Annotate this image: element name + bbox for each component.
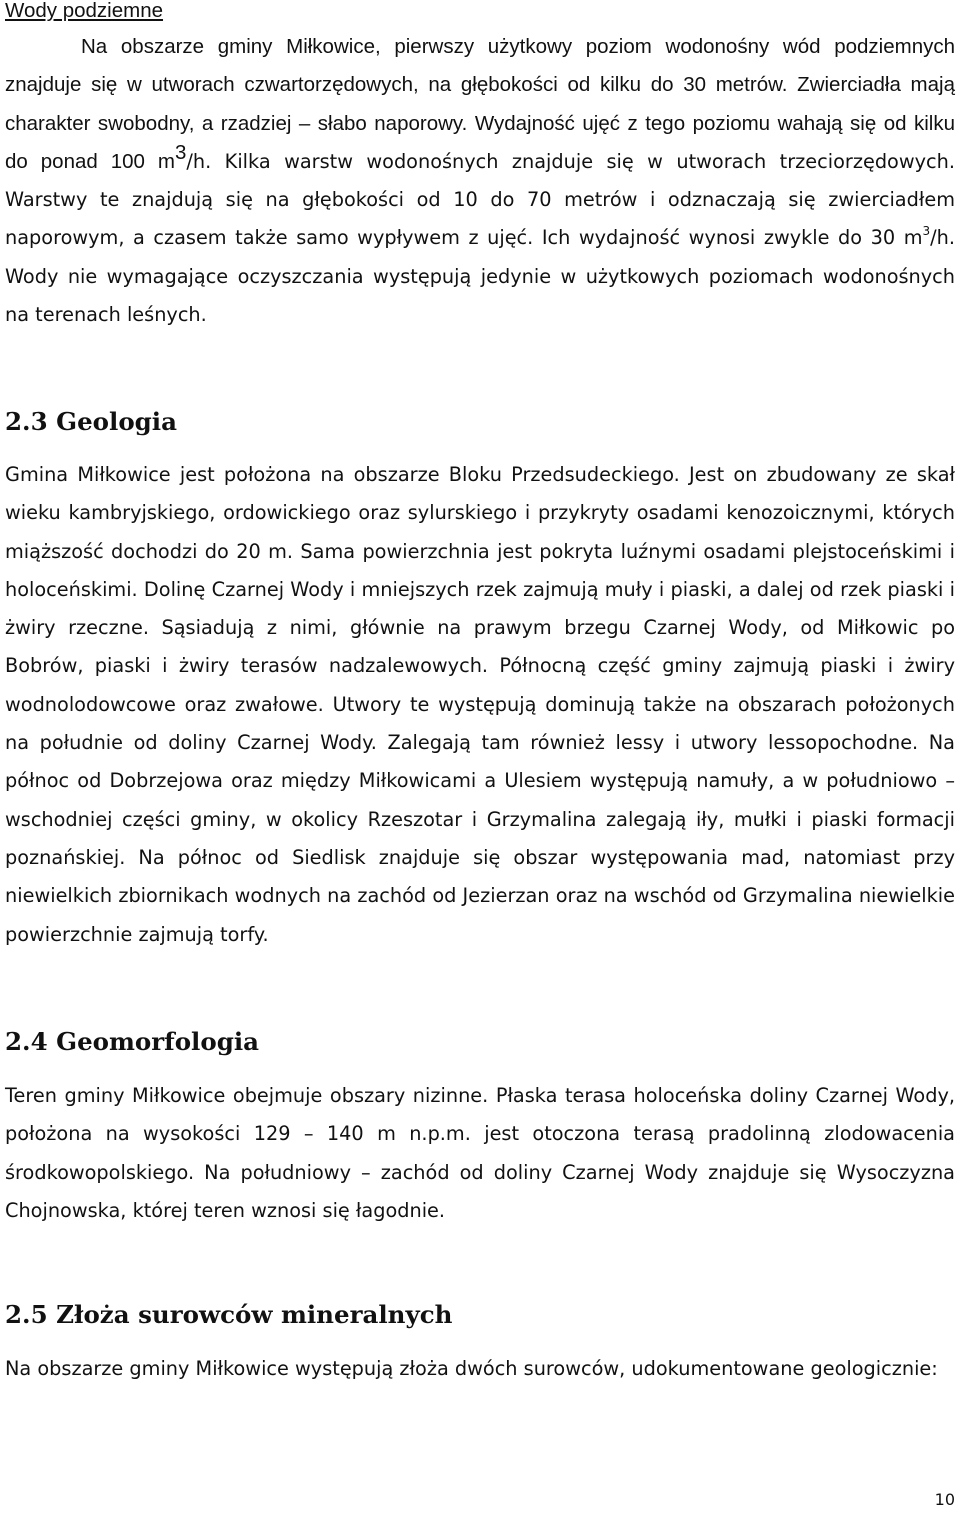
- section-heading-geomorphology: 2.4 Geomorfologia: [5, 1027, 260, 1056]
- page-number: 10: [934, 1490, 955, 1509]
- groundwater-unit-sup2: 3: [922, 224, 931, 239]
- groundwater-text-part2: /h. Kilka warstw wodonośnych znajduje się w utworach trzeciorzędowych.: [186, 149, 955, 173]
- groundwater-text-part3: Warstwy te znajdują się na głębokości od 10 do 70 metrów i odznaczają się zwierciadłem naporowym, a czasem także samo wypływem z ujęć. Ich wydajność wynosi zwykle do 30 m: [5, 188, 955, 250]
- groundwater-text-part1: Na obszarze gminy Miłkowice, pierwszy użytkowy poziom wodonośny wód podziemnych znajduje się w utworach czwartorzędowych, na głębokości od kilku do 30 metrów. Zwierciadła mają charakter swobodny, a rzadziej – słabo naporowy. Wydajność ujęć z tego poziomu wahają się od kilku do ponad 100 m: [5, 35, 955, 173]
- geology-body: [5, 456, 955, 954]
- section-heading-mineral-deposits: 2.5 Złoża surowców mineralnych: [5, 1300, 453, 1329]
- section-geology: [5, 407, 955, 437]
- section-heading-geology: 2.3 Geologia: [5, 407, 177, 436]
- groundwater-text-part4: /h. Wody nie wymagające oczyszczania występują jedynie w użytkowych poziomach wodonośnych na terenach leśnych.: [5, 226, 955, 327]
- mineral-deposits-paragraph: Na obszarze gminy Miłkowice występują złoża dwóch surowców, udokumentowane geologicznie:: [5, 1357, 938, 1380]
- groundwater-unit-sup1: 3: [175, 140, 187, 164]
- geology-paragraph: Gmina Miłkowice jest położona na obszarze Bloku Przedsudeckiego. Jest on zbudowany ze skał wieku kambryjskiego, ordowickiego oraz sylurskiego i przykryty osadami kenozoicznymi, których miąższość dochodzi do 20 m. Sama powierzchnia jest pokryta luźnymi osadami plejstoceńskimi i holoceńskimi. Dolinę Czarnej Wody i mniejszych rzek zajmują muły i piaski, a dalej od rzek piaski i żwiry rzeczne. Sąsiadują z nimi, głównie na prawym brzegu Czarnej Wody, od Miłkowic po Bobrów, piaski i żwiry terasów nadzalewowych. Północną część gminy zajmują piaski i żwiry wodnolodowcowe oraz zwałowe. Utwory te występują dominują także na obszarach położonych na południe od doliny Czarnej Wody. Zalegają tam również lessy i utwory lessopochodne. Na północ od Dobrzejowa oraz między Miłkowicami a Ulesiem występują namuły, a w południowo – wschodniej części gminy, w okolicy Rzeszotar i Grzymalina zalegają iły, mułki i piaski formacji poznańskiej. Na północ od Siedlisk znajduje się obszar występowania mad, natomiast przy niewielkich zbiornikach wodnych na zachód od Jezierzan oraz na wschód od Grzymalina niewielkie powierzchnie zajmują torfy.: [5, 463, 955, 946]
- section-mineral-deposits: [5, 1300, 955, 1330]
- mineral-deposits-body: [5, 1350, 955, 1388]
- geomorphology-paragraph: Teren gminy Miłkowice obejmuje obszary nizinne. Płaska terasa holoceńska doliny Czarnej Wody, położona na wysokości 129 – 140 m n.p.m. jest otoczona terasą pradolinną zlodowacenia środkowopolskiego. Na południowy – zachód od doliny Czarnej Wody znajduje się Wysoczyzna Chojnowska, której teren wznosi się łagodnie.: [5, 1084, 955, 1222]
- groundwater-paragraph: [5, 28, 955, 334]
- section-heading-groundwater: Wody podziemne: [5, 0, 164, 22]
- geomorphology-body: [5, 1077, 955, 1230]
- document-page: [5, 0, 955, 1517]
- section-geomorphology: [5, 1027, 955, 1057]
